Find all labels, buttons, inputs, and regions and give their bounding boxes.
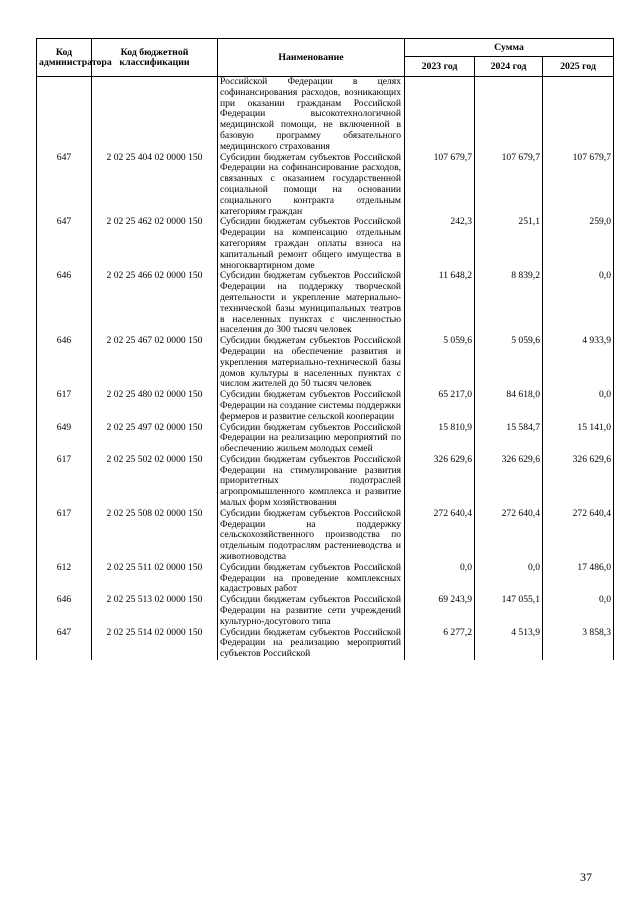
header-sum: Сумма [405,39,614,57]
table-row [37,563,614,595]
cell-budget-code: 2 02 25 462 02 0000 150 [92,217,218,271]
cell-admin-code: 647 [37,628,92,660]
cell-2024: 4 513,9 [475,628,543,660]
cell-2023: 15 810,9 [405,423,475,455]
cell-budget-code: 2 02 25 480 02 0000 150 [92,390,218,422]
cell-2025: 272 640,4 [543,509,614,563]
cell-admin-code: 612 [37,563,92,595]
header-code-budget: Код бюджетной классификации [92,39,218,77]
cell-admin-code: 617 [37,509,92,563]
table-row [37,153,614,218]
table-body [37,77,614,661]
cell-2025: 0,0 [543,595,614,627]
cell-budget-code: 2 02 25 467 02 0000 150 [92,336,218,390]
cell-2025 [543,77,614,153]
cell-admin-code: 647 [37,217,92,271]
cell-name: Субсидии бюджетам субъектов Российской Федерации на поддержку сельскохозяйственного производства по отдельным подотраслям растениеводства и животноводства [218,509,405,563]
cell-admin-code [37,77,92,153]
table-row [37,628,614,660]
header-2023: 2023 год [405,57,475,77]
cell-admin-code: 649 [37,423,92,455]
cell-2023: 272 640,4 [405,509,475,563]
cell-2025: 3 858,3 [543,628,614,660]
cell-2025: 17 486,0 [543,563,614,595]
cell-2024 [475,77,543,153]
page-number: 37 [580,870,592,884]
cell-2024: 326 629,6 [475,455,543,509]
header-2024: 2024 год [475,57,543,77]
cell-name: Российской Федерации в целях софинансирования расходов, возникающих при оказании гражданам Российской Федерации высокотехнологичной медицинской помощи, не включенной в базовую программу обязательного медицинского страхования [218,77,405,153]
cell-2024: 272 640,4 [475,509,543,563]
cell-2023: 11 648,2 [405,271,475,336]
table-row [37,423,614,455]
cell-budget-code: 2 02 25 508 02 0000 150 [92,509,218,563]
cell-budget-code: 2 02 25 514 02 0000 150 [92,628,218,660]
cell-2023: 326 629,6 [405,455,475,509]
cell-budget-code: 2 02 25 513 02 0000 150 [92,595,218,627]
cell-2023: 6 277,2 [405,628,475,660]
cell-budget-code: 2 02 25 511 02 0000 150 [92,563,218,595]
cell-2023: 65 217,0 [405,390,475,422]
cell-2024: 251,1 [475,217,543,271]
cell-name: Субсидии бюджетам субъектов Российской Федерации на развитие сети учреждений культурно-досугового типа [218,595,405,627]
cell-2024: 15 584,7 [475,423,543,455]
cell-2024: 107 679,7 [475,153,543,218]
cell-name: Субсидии бюджетам субъектов Российской Федерации на создание системы поддержки фермеров и развитие сельской кооперации [218,390,405,422]
cell-name: Субсидии бюджетам субъектов Российской Федерации на обеспечение развития и укрепления материально-технической базы домов культуры в населенных пунктах с числом жителей до 50 тысяч человек [218,336,405,390]
cell-2025: 15 141,0 [543,423,614,455]
cell-2024: 8 839,2 [475,271,543,336]
cell-2023: 242,3 [405,217,475,271]
cell-2025: 326 629,6 [543,455,614,509]
cell-admin-code: 646 [37,271,92,336]
cell-2025: 0,0 [543,271,614,336]
cell-admin-code: 646 [37,595,92,627]
cell-2024: 84 618,0 [475,390,543,422]
cell-name: Субсидии бюджетам субъектов Российской Федерации на компенсацию отдельным категориям граждан оплаты взноса на капитальный ремонт общего имущества в многоквартирном доме [218,217,405,271]
cell-name: Субсидии бюджетам субъектов Российской Федерации на проведение комплексных кадастровых работ [218,563,405,595]
table-row [37,509,614,563]
cell-name: Субсидии бюджетам субъектов Российской Федерации на реализацию мероприятий субъектов Российской [218,628,405,660]
table-row [37,271,614,336]
table-row [37,217,614,271]
cell-2023: 5 059,6 [405,336,475,390]
table-row [37,390,614,422]
header-name: Наименование [218,39,405,77]
table-row [37,336,614,390]
budget-table [36,38,614,660]
cell-admin-code: 617 [37,455,92,509]
cell-2024: 5 059,6 [475,336,543,390]
table-row [37,77,614,153]
cell-name: Субсидии бюджетам субъектов Российской Федерации на софинансирование расходов, связанных с оказанием государственной социальной помощи на основании социального контракта отдельным категориям граждан [218,153,405,218]
cell-2024: 147 055,1 [475,595,543,627]
cell-budget-code: 2 02 25 502 02 0000 150 [92,455,218,509]
cell-2025: 259,0 [543,217,614,271]
table-row [37,595,614,627]
cell-budget-code: 2 02 25 497 02 0000 150 [92,423,218,455]
cell-2023: 0,0 [405,563,475,595]
cell-budget-code: 2 02 25 466 02 0000 150 [92,271,218,336]
cell-budget-code [92,77,218,153]
cell-name: Субсидии бюджетам субъектов Российской Федерации на реализацию мероприятий по обеспечению жильем молодых семей [218,423,405,455]
header-2025: 2025 год [543,57,614,77]
cell-admin-code: 647 [37,153,92,218]
cell-admin-code: 646 [37,336,92,390]
cell-2025: 0,0 [543,390,614,422]
table-row [37,455,614,509]
cell-2025: 107 679,7 [543,153,614,218]
cell-2024: 0,0 [475,563,543,595]
cell-2025: 4 933,9 [543,336,614,390]
cell-2023: 69 243,9 [405,595,475,627]
cell-name: Субсидии бюджетам субъектов Российской Федерации на поддержку творческой деятельности и укрепление материально-технической базы муниципальных театров в населенных пунктах с численностью населения до 300 тысяч человек [218,271,405,336]
cell-budget-code: 2 02 25 404 02 0000 150 [92,153,218,218]
cell-name: Субсидии бюджетам субъектов Российской Федерации на стимулирование развития приоритетных подотраслей агропромышленного комплекса и развитие малых форм хозяйствования [218,455,405,509]
header-code-admin: Код администратора [37,39,92,77]
cell-admin-code: 617 [37,390,92,422]
cell-2023: 107 679,7 [405,153,475,218]
cell-2023 [405,77,475,153]
